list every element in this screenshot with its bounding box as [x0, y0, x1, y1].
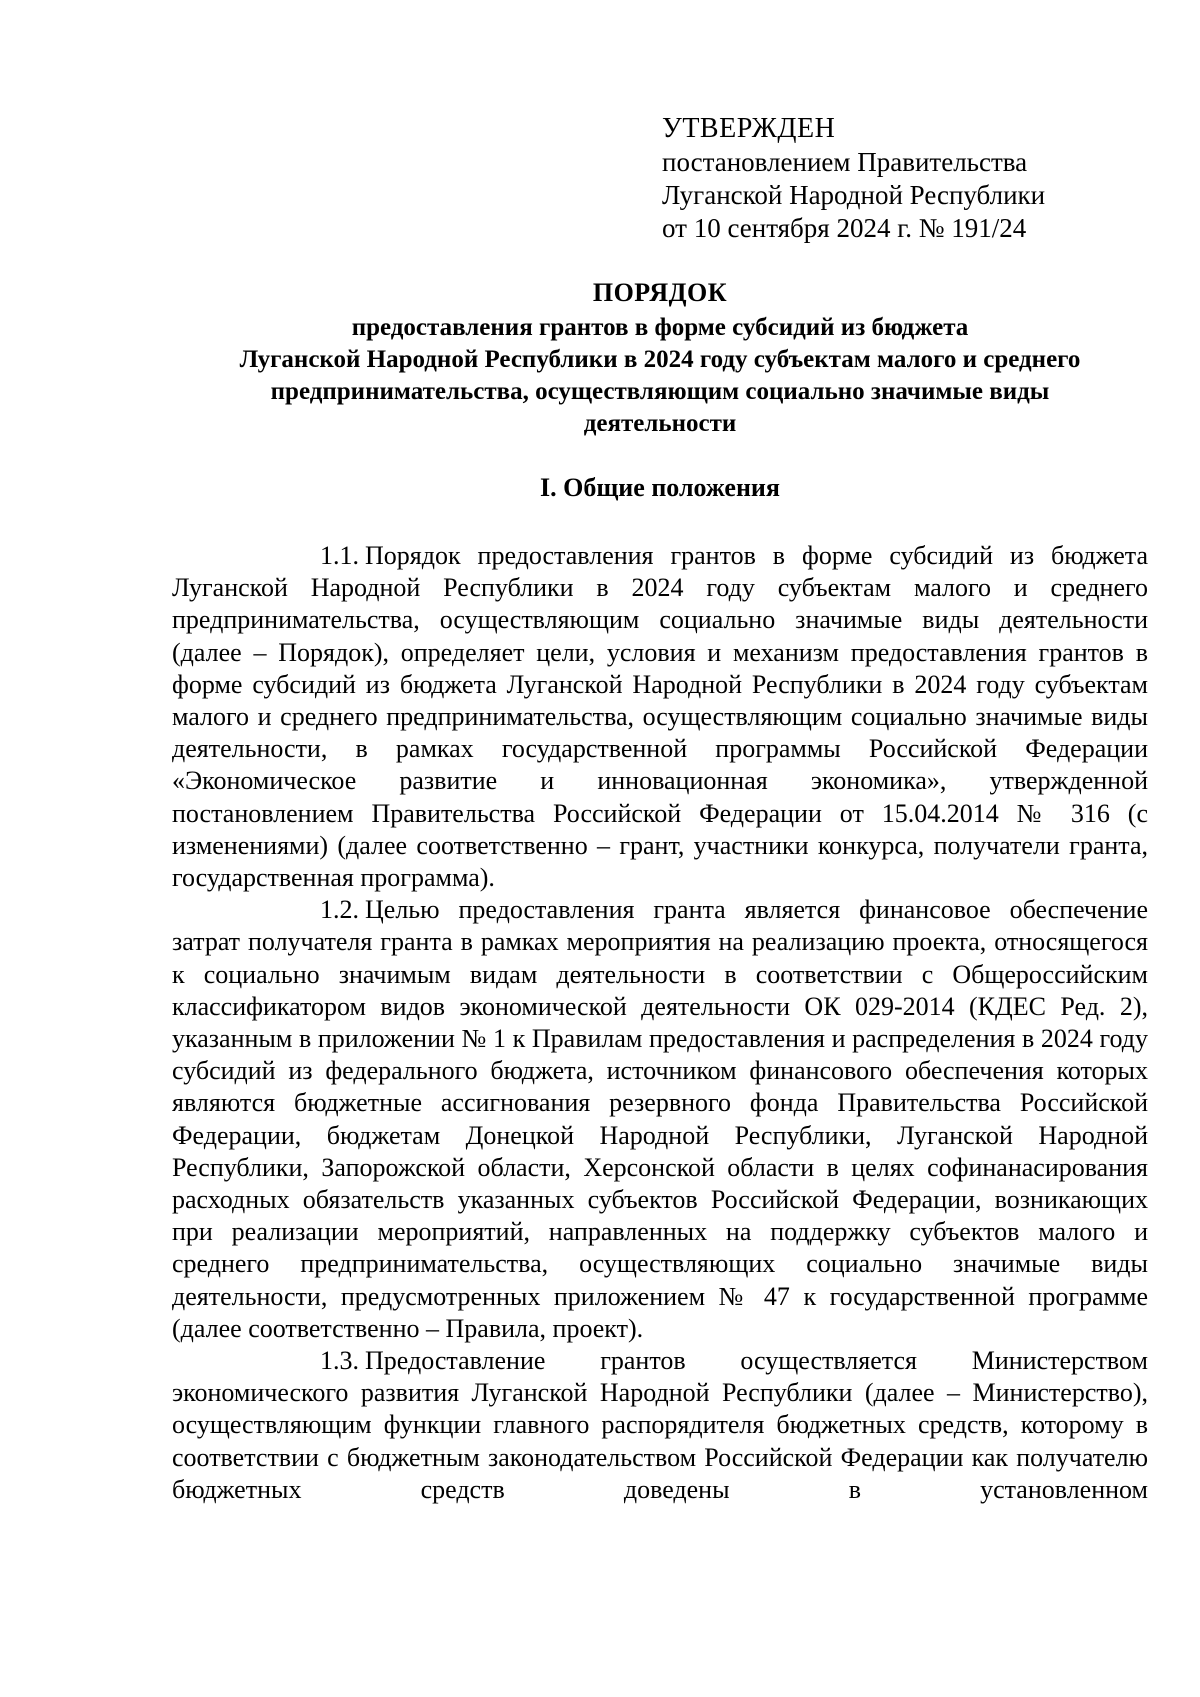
document-subtitle-line-3: предпринимательства, осуществляющим социально значимые виды — [270, 378, 1050, 405]
paragraph-number: 1.2. — [320, 895, 359, 925]
document-title — [172, 277, 1148, 440]
section-heading: I. Общие положения — [540, 473, 780, 502]
paragraph-number: 1.1. — [320, 541, 359, 570]
paragraph-1-1 — [172, 540, 1148, 894]
approval-title: УТВЕРЖДЕН — [662, 113, 836, 144]
document-subtitle-line-4: деятельности — [583, 410, 737, 437]
paragraph-1-3 — [172, 1345, 1148, 1506]
approval-line-1: постановлением Правительства — [662, 147, 1028, 177]
approval-line-2: Луганской Народной Республики — [662, 180, 1046, 210]
paragraph-number: 1.3. — [320, 1346, 359, 1376]
paragraph-1-2 — [172, 894, 1148, 1345]
paragraph-text: Порядок предоставления грантов в форме субсидий из бюджета Луганской Народной Республики в 2024 году субъектам малого и среднего предпринимательства, осуществляющим социально значимые виды деятельности (далее – Порядок), определяет цели, условия и механизм предоставления грантов в форме субсидий из бюджета Луганской Народной Республики в 2024 году субъектам малого и среднего предпринимательства, осуществляющим социально значимые виды деятельности, в рамках государственной программы Российской Федерации «Экономическое развитие и инновационная экономика», утвержденной постановлением Правительства Российской Федерации от 15.04.2014 № 316 (с изменениями) (далее соответственно – грант, участники конкурса, получатели гранта, государственная программа). — [172, 541, 1148, 893]
document-subtitle-line-2: Луганской Народной Республики в 2024 году субъектам малого и среднего — [239, 346, 1081, 373]
document-body — [172, 540, 1148, 1506]
document-type: ПОРЯДОК — [592, 278, 728, 307]
approval-line-3: от 10 сентября 2024 г. № 191/24 — [662, 213, 1027, 243]
document-subtitle-line-1: предоставления грантов в форме субсидий из бюджета — [351, 314, 969, 341]
paragraph-text: Предоставление грантов осуществляется Министерством экономического развития Луганской Народной Республики (далее – Министерство), осуществляющим функции главного распорядителя бюджетных средств, которому в соответствии с бюджетным законодательством Российской Федерации как получателю бюджетных средств доведены в установленном — [172, 1346, 1148, 1504]
approval-stamp — [662, 112, 1142, 245]
paragraph-text: Целью предоставления гранта является финансовое обеспечение затрат получателя гранта в рамках мероприятия на реализацию проекта, относящегося к социально значимым видам деятельности в соответствии с Общероссийским классификатором видов экономической деятельности ОК 029-2014 (КДЕС Ред. 2), указанным в приложении № 1 к Правилам предоставления и распределения в 2024 году субсидий из федерального бюджета, источником финансового обеспечения которых являются бюджетные ассигнования резервного фонда Правительства Российской Федерации, бюджетам Донецкой Народной Республики, Луганской Народной Республики, Запорожской области, Херсонской области в целях софинанасирования расходных обязательств указанных субъектов Российской Федерации, возникающих при реализации мероприятий, направленных на поддержку субъектов малого и среднего предпринимательства, осуществляющих социально значимые виды деятельности, предусмотренных приложением № 47 к государственной программе (далее соответственно – Правила, проект). — [172, 895, 1148, 1343]
